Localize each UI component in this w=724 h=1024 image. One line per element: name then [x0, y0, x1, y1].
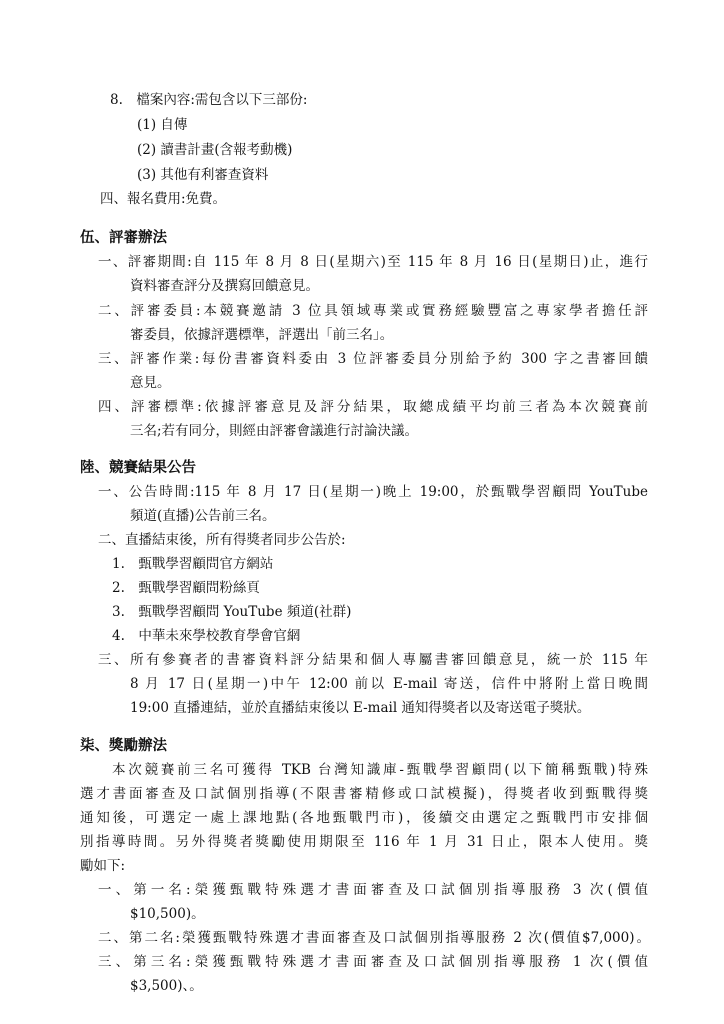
- section-heading-awards: 柒、獎勵辦法: [80, 738, 167, 754]
- review-criteria-line-1: 四、評審標準:依據評審意見及評分結果，取總成績平均前三者為本次競賽前: [98, 399, 648, 415]
- review-work-line-1: 三、評審作業:每份書審資料委由 3 位評審委員分別給予約 300 字之書審回饋: [98, 351, 648, 367]
- review-committee-line-2: 審委員，依據評選標準，評選出「前三名」。: [130, 327, 394, 343]
- feedback-line-1: 三、所有參賽者的書審資料評分結果和個人專屬書審回饋意見，統一於 115 年: [98, 652, 648, 668]
- file-content-item: 8. 檔案內容:需包含以下三部份:: [110, 92, 308, 108]
- third-place-line-1: 三、第三名:榮獲甄戰特殊選才書面審查及口試個別指導服務 1 次(價值: [98, 954, 648, 970]
- section-heading-review: 伍、評審辦法: [80, 230, 167, 246]
- file-content-sub-1: (1) 自傳: [137, 117, 188, 133]
- section-heading-results: 陸、競賽結果公告: [80, 460, 196, 476]
- announce-time-line-2: 頻道(直播)公告前三名。: [130, 508, 276, 524]
- second-place: 二、第二名:榮獲甄戰特殊選才書面審查及口試個別指導服務 2 次(價值$7,000)。: [98, 930, 650, 946]
- awards-intro-line-3: 通知後，可選定一處上課地點(各地甄戰門市)，後續交由選定之甄戰門市安排個: [80, 810, 648, 826]
- awards-intro-line-2: 選才書面審查及口試個別指導(不限書審精修或口試模擬)，得獎者收到甄戰得獎: [80, 786, 648, 802]
- feedback-line-2: 8 月 17 日(星期一)中午 12:00 前以 E-mail 寄送，信件中將附上當日晚間: [130, 676, 648, 692]
- file-content-sub-3: (3) 其他有利審查資料: [137, 167, 269, 183]
- channel-item-1: 1. 甄戰學習顧問官方網站: [112, 556, 274, 572]
- announce-channels: 二、直播結束後，所有得獎者同步公告於:: [98, 532, 346, 548]
- review-period-line-2: 資料審查評分及撰寫回饋意見。: [130, 278, 319, 294]
- review-committee-line-1: 二、評審委員:本競賽邀請 3 位具領域專業或實務經驗豐富之專家學者擔任評: [98, 303, 648, 319]
- awards-intro-line-4: 別指導時間。另外得獎者獎勵使用期限至 116 年 1 月 31 日止，限本人使用。獎: [80, 834, 648, 850]
- announce-time-line-1: 一、公告時間:115 年 8 月 17 日(星期一)晚上 19:00，於甄戰學習顧問 YouTube: [98, 484, 648, 500]
- third-place-line-2: $3,500)、。: [130, 978, 203, 994]
- channel-item-2: 2. 甄戰學習顧問粉絲頁: [112, 580, 260, 596]
- review-period-line-1: 一、評審期間:自 115 年 8 月 8 日(星期六)至 115 年 8 月 16 日(星期日)止，進行: [98, 254, 648, 270]
- awards-intro-line-5: 勵如下:: [80, 858, 126, 874]
- review-criteria-line-2: 三名;若有同分，則經由評審會議進行討論決議。: [130, 423, 419, 439]
- review-work-line-2: 意見。: [130, 375, 171, 391]
- file-content-sub-2: (2) 讀書計畫(含報考動機): [137, 142, 293, 158]
- awards-intro-line-1: 本次競賽前三名可獲得 TKB 台灣知識庫-甄戰學習顧問(以下簡稱甄戰)特殊: [112, 762, 648, 778]
- first-place-line-1: 一、第一名:榮獲甄戰特殊選才書面審查及口試個別指導服務 3 次(價值: [98, 882, 648, 898]
- first-place-line-2: $10,500)。: [130, 906, 205, 922]
- registration-fee: 四、報名費用:免費。: [100, 191, 227, 207]
- feedback-line-3: 19:00 直播連結，並於直播結束後以 E-mail 通知得獎者以及寄送電子獎狀。: [130, 700, 591, 716]
- channel-item-3: 3. 甄戰學習顧問 YouTube 頻道(社群): [112, 604, 352, 620]
- channel-item-4: 4. 中華未來學校教育學會官網: [112, 628, 301, 644]
